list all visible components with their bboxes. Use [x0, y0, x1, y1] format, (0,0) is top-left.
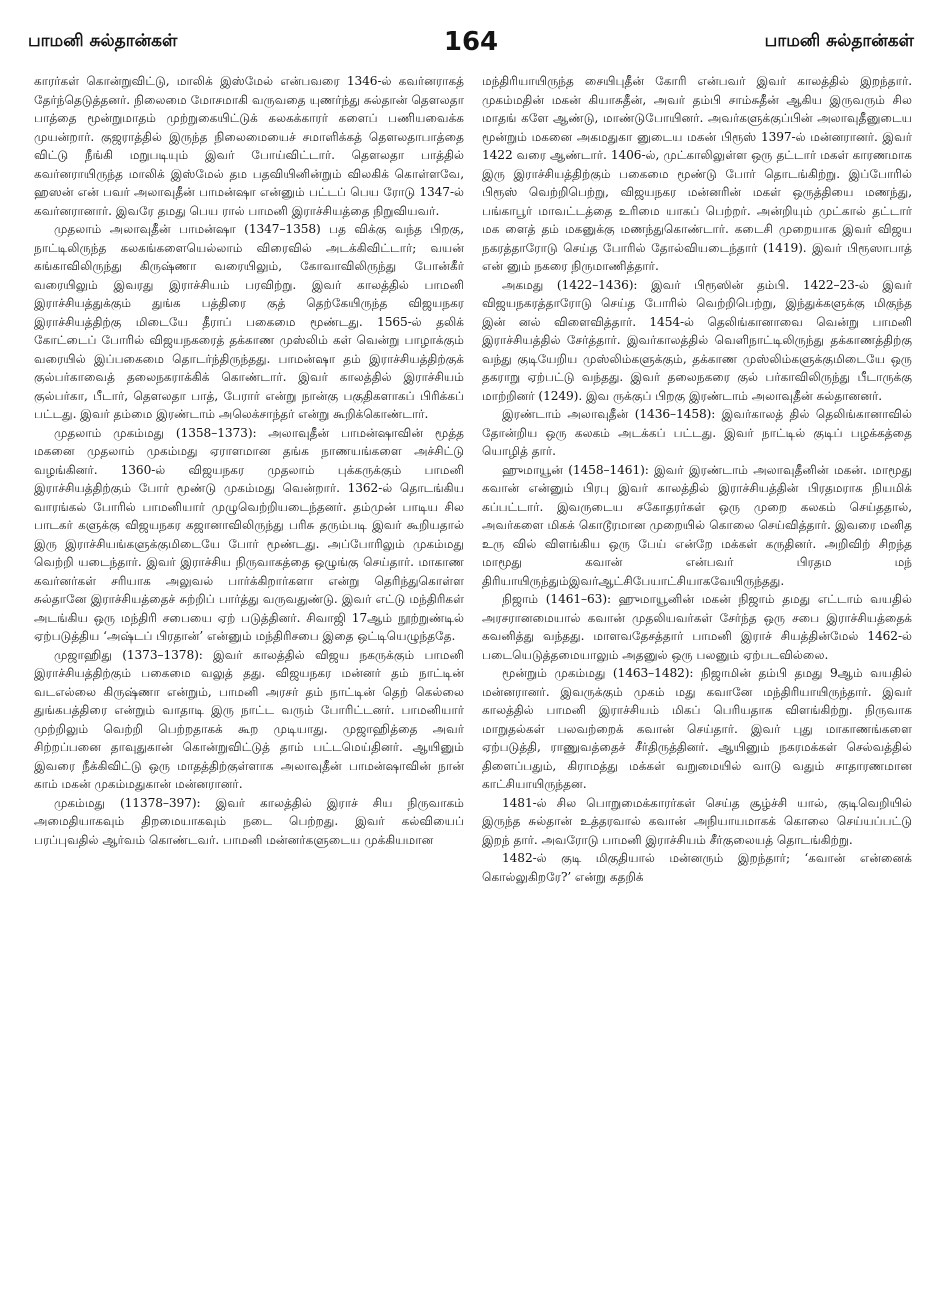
paragraph: முதலாம் அலாவுதீன் பாமன்ஷா (1347–1358) பத விக்கு வந்த பிறகு, நாட்டிலிருந்த கலகங்களையெல்லாம் விரைவில் அடக்கிவிட்டார்; வயன் கங்காவிலிருந்து கிருஷ்ணா வரையிலும், கோவாவிலிருந்து போன்கீர் வரையிலும் இவரது இராச்சியம் பரவிற்று. இவர் காலத்தில் பாமனி இராச்சியத்துக்கும் துங்க பத்திரை குத் தெற்கேயிருந்த விஜயநகர இராச்சியத்திற்கு மிடையே தீராப் பகைமை மூண்டது. 1565-ல் தலிக் கோட்டைப் போரில் விஜயநகரைத் தக்காண முஸ்லிம் கள் வென்று பாழாக்கும் வரையில் இப்பகைமை தொடர்ந்திருந்தது. பாமன்ஷா தம் இராச்சியத்திற்குக் குல்பர்காவைத் தலைநகராக்கிக் கொண்டார். இவர் காலத்தில் இராச்சியம் குல்பர்கா, பீடார், தௌலதா பாத், பேரார் என்று நான்கு பகுதிகளாகப் பிரிக்கப் பட்டது. இவர் தம்மை இரண்டாம் அலெக்சாந்தர் என்று கூறிக்கொண்டார்.: [34, 222, 464, 421]
paragraph: 1482-ல் குடி மிகுதியால் மன்னரும் இறந்தார்; ‘கவான் என்னைக் கொல்லுகிறரே?’ என்று கதறிக்: [482, 851, 912, 884]
header-left-title: பாமனி சுல்தான்கள்: [28, 31, 178, 51]
paragraph: ஹுமாயூன் (1458–1461): இவர் இரண்டாம் அலாவுதீனின் மகன். மாமூது கவான் என்னும் பிரபு இவர் காலத்தில் இராச்சியத்தின் பிரதமராக நியமிக் கப்பட்டார். இவருடைய சகோதரர்கள் ஒரு முறை கலகம் செய்ததால், அவர்களை மிகக் கொடூரமான முறையில் கொலை செய்வித்தார். இவரை மனித உரு வில் விளங்கிய ஒரு பேய் என்றே மக்கள் கருதினர். அறிவிற் சிறந்த மாமூது கவான் என்பவர் பிரதம மந் திரியாயிருந்தும்இவர்ஆட்சிபேயாட்சியாகவேயிருந்தது.: [482, 462, 912, 588]
paragraph: மந்திரியாயிருந்த சையிபுதீன் கோரி என்பவர் இவர் காலத்தில் இறந்தார். முகம்மதின் மகன் கியாசுதீன், அவர் தம்பி சாம்சுதீன் ஆகிய இருவரும் சில மாதங் களே ஆண்டு, மாண்டுபோயினர். அவர்களுக்குப்பின் அலாவுதீனுடைய மூன்றும் மகனை அகமதுகா னுடைய மகன் பிரூஸ் 1397-ல் மன்னரானர். இவர் 1422 வரை ஆண்டார். 1406-ல், முட்காலிலுள்ள ஒரு தட்டார் மகள் காரணமாக இரு இராச்சியத்திற்கும் பகைமை மூண்டு போர் தொடங்கிற்று. இப்போரில் பிரூஸ் வெற்றிபெற்று, விஜயநகர மன்னரின் மகள் ஒருத்தியை மணந்து, பங்காபூர் மாவட்டத்தை உரிமை யாகப் பெற்றர். அன்றியும் முட்கால் தட்டார் மக ளைத் தம் மகனுக்கு மணந்துகொண்டார். கடைசி முறையாக இவர் விஜய நகரத்தாரோடு செய்த போரில் தோல்வியடைந்தார் (1419). இவர் பிரூஸாபாத் என் னும் நகரை நிருமாணித்தார்.: [482, 74, 912, 273]
paragraph: முகம்மது (11378–397): இவர் காலத்தில் இராச் சிய நிருவாகம் அமைதியாகவும் திறமையாகவும் நடை பெற்றது. இவர் கல்வியைப் பரப்புவதில் ஆர்வம் கொண்டவர். பாமனி மன்னர்களுடைய முக்கியமான: [34, 795, 464, 847]
paragraph: அகமது (1422–1436): இவர் பிரூஸின் தம்பி. 1422–23-ல் இவர் விஜயநகரத்தாரோடு செய்த போரில் வெற்றிபெற்று, இந்துக்களுக்கு மிகுந்த இன் னல் விளைவித்தார். 1454-ல் தெலிங்கானாவை வென்று பாமனி இராச்சியத்தில் சேர்த்தார். இவர்காலத்தில் வெளிநாட்டிலிருந்து தக்காணத்திற்கு வந்து குடியேறிய முஸ்லிம்களுக்கும், தக்காண முஸ்லிம்களுக்குமிடையே ஒரு தகராறு ஏற்பட்டு வந்தது. இவர் தலைநகரை குல் பர்காவிலிருந்து பீடாருக்கு மாற்றினர் (1249). இவ ருக்குப் பிறகு இரண்டாம் அலாவுதீன் சுல்தானனர்.: [482, 277, 912, 403]
paragraph: முதலாம் முகம்மது (1358–1373): அலாவுதீன் பாமன்ஷாவின் மூத்த மகனை முதலாம் முகம்மது ஏராளமான தங்க நாணயங்களை அச்சிட்டு வழங்கினர். 1360-ல் விஜயநகர முதலாம் புக்கருக்கும் பாமனி இராச்சியத்திற்கும் போர் மூண்டு முகம்மது வென்றார். 1362-ல் தொடங்கிய வாரங்கல் போரில் பாமனியார் முழுவெற்றியடைந்தனர். தம்முன் பாடிய சில பாடகர் களுக்கு விஜயநகர கஜானாவிலிருந்து பரிசு தரும்படி இவர் கூறியதால் இரு இராச்சியங்களுக்குமிடையே போர் மூண்டது. அப்போரிலும் முகம்மது வெற்றி யடைந்தார். இவர் இராச்சிய நிருவாகத்தை ஒழுங்கு செய்தார். மாகாண கவர்னர்கள் சரியாக அலுவல் பார்க்கிறார்களா என்று தெரிந்துகொள்ள சுல்தானே இராச்சியத்தைச் சுற்றிப் பார்த்து வருவதுண்டு. இவர் எட்டு மந்திரிகள் அடங்கிய ஒரு மந்திரி சபையை ஏற் படுத்தினர். சிவாஜி 17ஆம் நூற்றுண்டில் ஏற்படுத்திய ‘அஷ்டப் பிரதான்’ என்னும் மந்திரிசபை இதை ஒட்டியெழுந்ததே.: [34, 425, 464, 643]
paragraph: இரண்டாம் அலாவுதீன் (1436–1458): இவர்காலத் தில் தெலிங்கானாவில் தோன்றிய ஒரு கலகம் அடக்கப் பட்டது. இவர் நாட்டில் குடிப் பழக்கத்தை யொழித் தார்.: [482, 407, 912, 458]
paragraph: மூன்றும் முகம்மது (1463–1482): நிஜாமின் தம்பி தமது 9ஆம் வயதில் மன்னரானர். இவருக்கும் முகம் மது கவானே மந்திரியாயிருந்தார். இவர் காலத்தில் பாமனி இராச்சியம் மிகப் பெரியதாக விளங்கிற்று. நிருவாக மாறுதல்கள் பலவற்றைக் கவான் செய்தார். இவர் புது மாகாணங்களை ஏற்படுத்தி, ராணுவத்தைச் சீர்திருத்தினர். ஆயினும் நகரமக்கள் செல்வத்தில் திளைப்பதும், கிராமத்து மக்கள் வறுமையில் வாடு வதும் சாதாரணமான காட்சியாயிருந்தன.: [482, 666, 912, 791]
paragraph: முஜாஹிது (1373–1378): இவர் காலத்தில் விஜய நகருக்கும் பாமனி இராச்சியத்திற்கும் பகைமை வலுத் தது. விஜயநகர மன்னர் தம் நாட்டின் வடஎல்லை கிருஷ்ணா என்றும், பாமனி அரசர் தம் நாட்டின் தெற் கெல்லை துங்கபத்திரை என்றும் வாதாடி இரு நாட்ட வரும் போரிட்டனர். பாமனியார் முற்றிலும் வெற்றி பெற்றதாகக் கூற முடியாது. முஜாஹித்தை அவர் சிற்றப்பனை தாவுதுகான் கொன்றுவிட்டுத் தாம் பட்டமெய்தினர். ஆயினும் இவரை நீக்கிவிட்டு ஒரு மாதத்திற்குள்ளாக அலாவுதீன் பாமன்ஷாவின் நான் காம் மகன் முகம்மதுகான் மன்னரானர்.: [34, 647, 464, 791]
header-right-title: பாமனி சுல்தான்கள்: [764, 31, 914, 51]
running-header: [28, 20, 914, 64]
paragraph: 1481-ல் சில பொறுமைக்காரர்கள் செய்த சூழ்ச்சி யால், குடிவெறியில் இருந்த சுல்தான் உத்தரவால் கவான் அநியாயமாகக் கொலை செய்யப்பட்டு இறந் தார். அவரோடு பாமனி இராச்சியம் சீர்குலையத் தொடங்கிற்று.: [482, 795, 912, 847]
right-column: [482, 72, 912, 1302]
left-column: [34, 72, 464, 1302]
text-columns: [34, 72, 912, 1302]
paragraph: காரர்கள் கொன்றுவிட்டு, மாலிக் இஸ்மேல் என்பவரை 1346-ல் கவர்னராகத் தேர்ந்தெடுத்தனர். நிலைமை மோசமாகி வருவதை யுணர்ந்து சுல்தான் தௌலதா பாத்தை மூன்றுமாதம் முற்றுகையிட்டுக் கலகக்காரர் களைப் பணியவைக்க முயன்றார். குஜராத்தில் இருந்த நிலைமையைச் சமாளிக்கத் தௌலதாபாத்தை விட்டு நீங்கி மறுபடியும் இவர் போய்விட்டார். தௌலதா பாத்தில் கவர்னராயிருந்த மாலிக் இஸ்மேல் தம பதவியினின்றும் விலகிக் கொள்ளவே, ஹஸன் என் பவர் அலாவுதீன் பாமன்ஷா என்னும் பட்டப் பெய ரோடு 1347-ல் கவர்னரானார். இவரே தமது பெய ரால் பாமனி இராச்சியத்தை நிறுவியவர்.: [34, 74, 464, 218]
page-number: 164: [443, 27, 499, 57]
paragraph: நிஜாம் (1461–63): ஹுமாயூனின் மகன் நிஜாம் தமது எட்டாம் வயதில் அரசரானமையால் கவான் முதலியவர்கள் சேர்ந்த ஒரு சபை இராச்சியத்தைக் கவனித்து வந்தது. மாளவதேசத்தார் பாமனி இராச் சியத்தின்மேல் 1462-ல் படையெடுத்தமையாலும் அதனுல் ஒரு பலனும் ஏற்படவில்லை.: [482, 592, 912, 662]
